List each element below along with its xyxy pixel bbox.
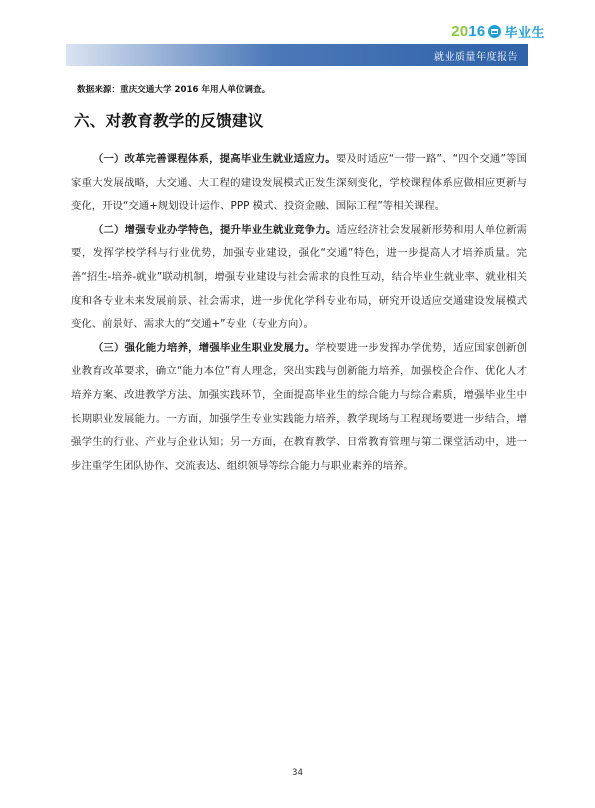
report-title: 就业质量年度报告 bbox=[434, 51, 518, 63]
paragraph-lead: （二）增强专业办学特色，提升毕业生就业竞争力。 bbox=[92, 223, 337, 236]
brand-year-suffix: 16 bbox=[468, 22, 486, 40]
brand-name: 毕业生 bbox=[504, 25, 545, 41]
paragraph-text: 要及时适应“一带一路”、“四个交通”等国家重大发展战略，大交通、大工程的建设发展模式正发生深刻变化，学校课程体系应做相应更新与变化，开设“交通+规划设计运作、PPP 模式、投资金融、国际工程”等相关课程。 bbox=[71, 153, 528, 213]
paragraph-text: 学校要进一步发挥办学优势，适应国家创新创业教育改革要求，确立“能力本位”育人理念，突出实践与创新能力培养，加强校企合作、优化人才培养方案、改进教学方法、加强实践环节，全面提高毕业生的综合能力与综合素质，增强毕业生中长期职业发展能力。一方面，加强学生专业实践能力培养，教学现场与工程现场要进一步结合，增强学生的行业、产业与企业认知；另一方面，在教育教学、日常教育管理与第二课堂活动中，进一步注重学生团队协作、交流表达、组织领导等综合能力与职业素养的培养。 bbox=[71, 341, 527, 472]
header-bar bbox=[66, 44, 528, 66]
page-number: 34 bbox=[292, 768, 303, 778]
section-heading: 六、对教育教学的反馈建议 bbox=[74, 112, 264, 130]
paragraph-lead: （一）改革完善课程体系，提高毕业生就业适应力。 bbox=[92, 153, 336, 165]
graduation-icon bbox=[488, 25, 501, 38]
header-brand-logo bbox=[451, 22, 545, 40]
paragraph-curriculum bbox=[71, 148, 527, 219]
brand-year bbox=[451, 23, 485, 40]
paragraph-specialty bbox=[71, 219, 527, 337]
section-body bbox=[71, 148, 527, 478]
paragraph-text: 适应经济社会发展新形势和用人单位新需要，发挥学校学科与行业优势，加强专业建设，强化“交通”特色，进一步提高人才培养质量。完善“招生-培养-就业”联动机制，增强专业建设与社会需求的良性互动，结合毕业生就业率、就业相关度和各专业未来发展前景、社会需求，进一步优化学科专业布局，研究开设适应交通建设发展模式变化、前景好、需求大的“交通+”专业（专业方向）。 bbox=[71, 223, 527, 331]
paragraph-lead: （三）强化能力培养，增强毕业生职业发展力。 bbox=[92, 341, 316, 354]
paragraph-ability bbox=[71, 337, 527, 479]
brand-year-prefix: 20 bbox=[451, 22, 469, 40]
source-note: 数据来源：重庆交通大学 2016 年用人单位调查。 bbox=[77, 85, 271, 95]
